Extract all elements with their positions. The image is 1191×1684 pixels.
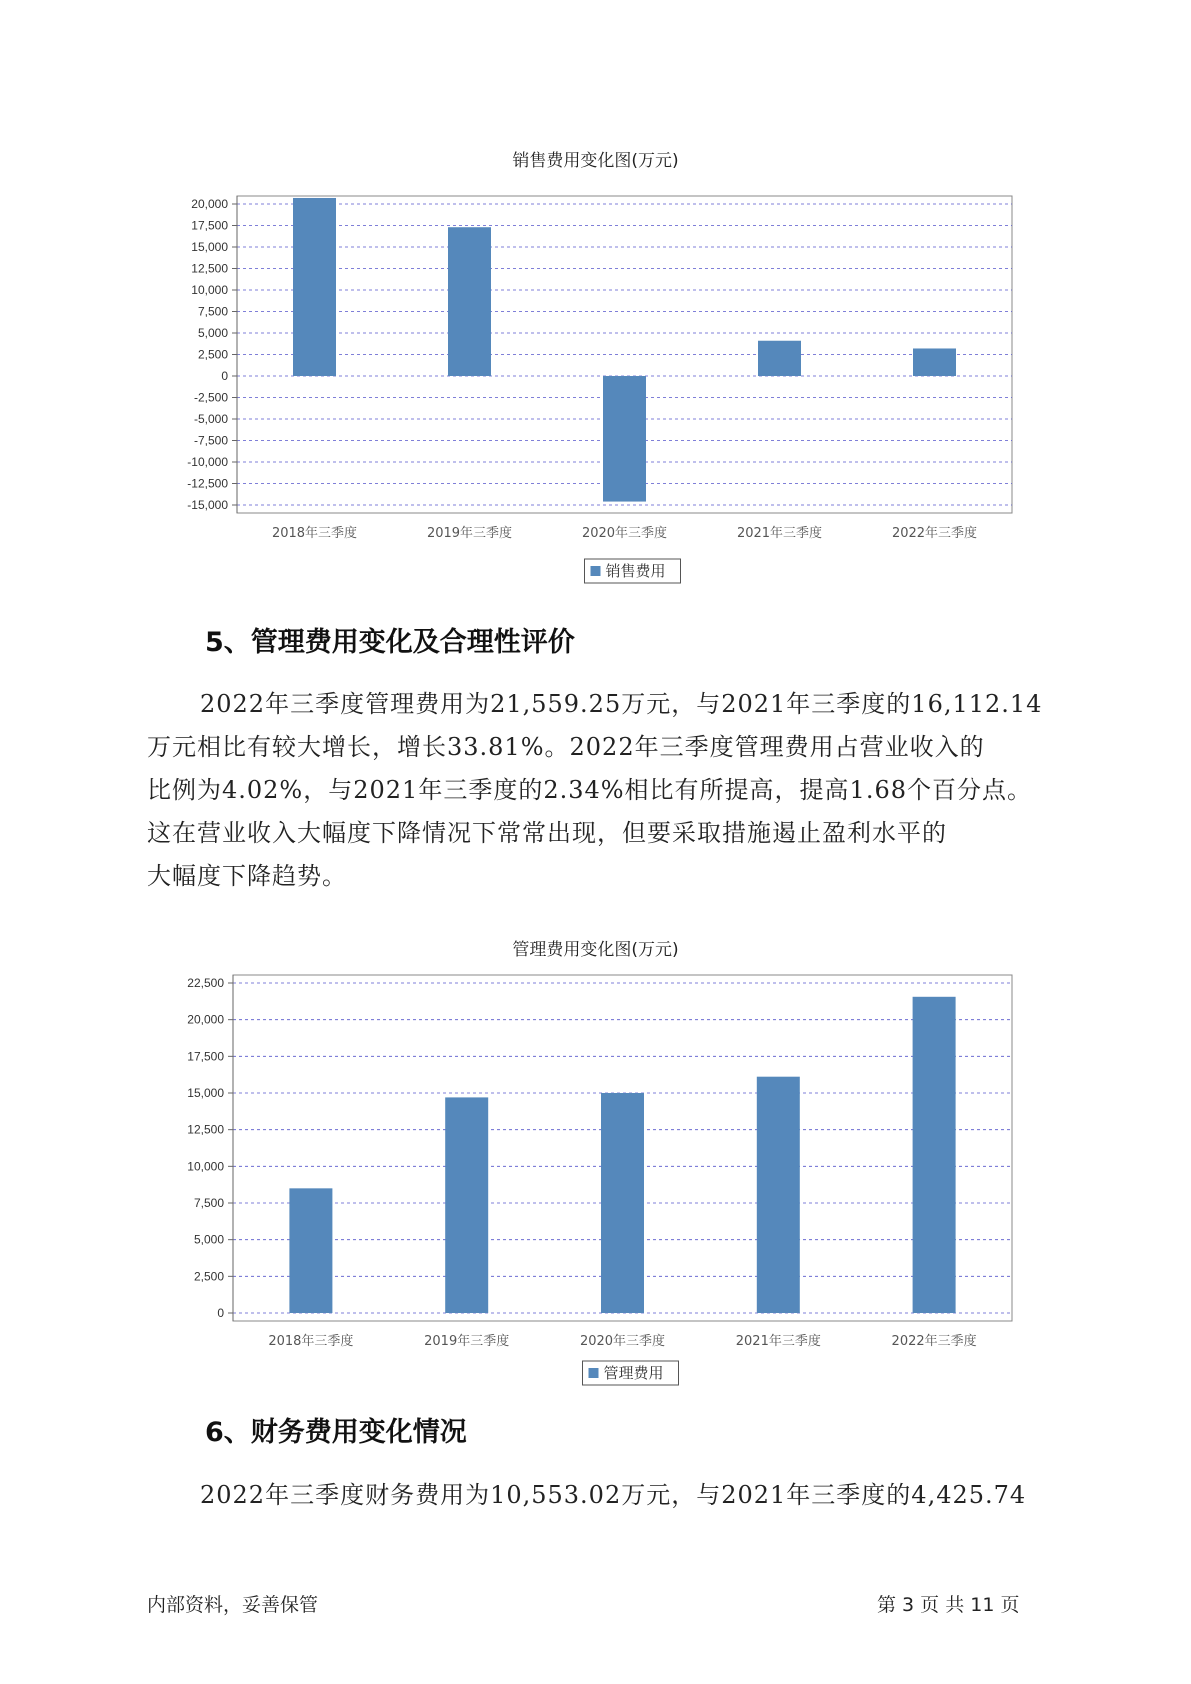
legend-swatch xyxy=(589,1368,599,1378)
bar-2020年三季度 xyxy=(601,1093,644,1313)
chart-title-admin: 管理费用变化图(万元) xyxy=(512,940,679,960)
legend-label: 管理费用 xyxy=(603,1364,664,1382)
section5-line: 万元相比有较大增长，增长33.81%。2022年三季度管理费用占营业收入的 xyxy=(147,733,985,761)
x-tick-label: 2022年三季度 xyxy=(891,1334,977,1349)
section6-heading: 6、财务费用变化情况 xyxy=(205,1417,467,1448)
bar-2021年三季度 xyxy=(757,1077,800,1313)
x-tick-label: 2021年三季度 xyxy=(736,526,823,541)
x-tick-label: 2018年三季度 xyxy=(268,1334,354,1349)
y-tick-label: 10,000 xyxy=(187,1159,224,1174)
y-tick-label: 17,500 xyxy=(191,218,228,233)
x-tick-label: 2019年三季度 xyxy=(426,526,513,541)
section5-heading: 5、管理费用变化及合理性评价 xyxy=(205,627,575,658)
section5-line: 大幅度下降趋势。 xyxy=(147,862,347,890)
y-tick-label: -7,500 xyxy=(193,433,228,448)
bar-2022年三季度 xyxy=(913,997,956,1313)
y-tick-label: 15,000 xyxy=(187,1086,224,1100)
section6-line: 2022年三季度财务费用为10,553.02万元，与2021年三季度的4,425.74 xyxy=(200,1481,1027,1509)
x-tick-label: 2022年三季度 xyxy=(891,526,978,541)
y-tick-label: 2,500 xyxy=(193,1269,224,1284)
y-tick-label: 0 xyxy=(217,1306,224,1320)
x-tick-label: 2021年三季度 xyxy=(735,1334,821,1349)
x-tick-label: 2018年三季度 xyxy=(271,526,358,541)
chart-title-sales: 销售费用变化图(万元) xyxy=(512,151,679,171)
section5-line: 比例为4.02%，与2021年三季度的2.34%相比有所提高，提高1.68个百分点。 xyxy=(147,776,1032,804)
section5-line: 2022年三季度管理费用为21,559.25万元，与2021年三季度的16,112.14 xyxy=(200,690,1043,718)
x-tick-label: 2019年三季度 xyxy=(424,1334,510,1349)
y-tick-label: 5,000 xyxy=(197,326,228,340)
y-tick-label: 7,500 xyxy=(197,304,228,319)
y-tick-label: 20,000 xyxy=(191,197,228,211)
bar-2019年三季度 xyxy=(445,1097,488,1313)
y-tick-label: 17,500 xyxy=(187,1049,224,1064)
y-tick-label: -12,500 xyxy=(187,476,228,491)
x-tick-label: 2020年三季度 xyxy=(581,526,668,541)
footer-page-number: 第 3 页 共 11 页 xyxy=(877,1594,1020,1616)
section5-line: 这在营业收入大幅度下降情况下常常出现，但要采取措施遏止盈利水平的 xyxy=(147,819,947,847)
y-tick-label: 22,500 xyxy=(187,976,224,990)
y-tick-label: -2,500 xyxy=(193,390,228,405)
y-tick-label: 7,500 xyxy=(193,1196,224,1210)
y-tick-label: 0 xyxy=(221,369,228,383)
x-tick-label: 2020年三季度 xyxy=(579,1334,666,1349)
bar-2018年三季度 xyxy=(289,1188,332,1313)
y-tick-label: -5,000 xyxy=(193,412,228,426)
y-tick-label: -15,000 xyxy=(187,498,228,512)
legend-label: 销售费用 xyxy=(605,562,666,580)
y-tick-label: -10,000 xyxy=(187,455,228,469)
y-tick-label: 12,500 xyxy=(187,1122,224,1137)
y-tick-label: 12,500 xyxy=(191,261,228,276)
footer-confidential: 内部资料，妥善保管 xyxy=(147,1594,319,1616)
y-tick-label: 20,000 xyxy=(187,1012,224,1027)
y-tick-label: 15,000 xyxy=(191,240,228,254)
y-tick-label: 5,000 xyxy=(193,1232,224,1247)
y-tick-label: 2,500 xyxy=(197,347,228,362)
y-tick-label: 10,000 xyxy=(191,283,228,297)
